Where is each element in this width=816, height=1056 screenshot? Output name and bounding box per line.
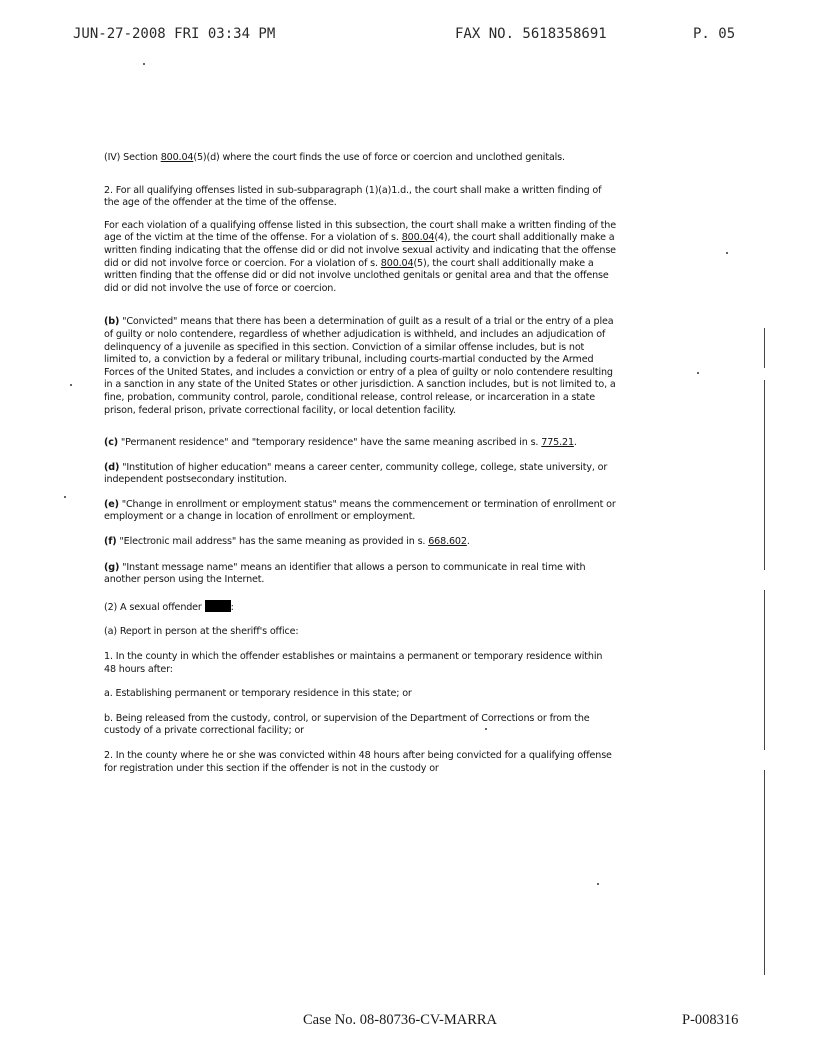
fax-date-time: JUN-27-2008 FRI 03:34 PM — [73, 26, 276, 42]
paragraph-g-instant-message: (g) "Instant message name" means an identifier that allows a person to communicate in real time with another person using the Internet. — [104, 561, 586, 586]
statute-link-800-04[interactable]: 800.04 — [160, 152, 194, 163]
scan-speck — [485, 728, 487, 730]
scan-margin-line — [764, 380, 765, 570]
scan-speck — [143, 63, 145, 65]
statute-text — [104, 152, 616, 775]
statute-link-775-21[interactable]: 775.21 — [541, 437, 574, 449]
paragraph-c-residence: (c) "Permanent residence" and "temporary residence" have the same meaning ascribed in s. 775.21. — [104, 437, 577, 449]
paragraph-2a-1-county: 1. In the county in which the offender establishes or maintains a permanent or temporary residence within 48 hours after: — [104, 651, 603, 675]
scan-speck — [64, 496, 66, 498]
paragraph-d-higher-education: (d) "Institution of higher education" means a career center, community college, college, state university, or independent postsecondary institution. — [104, 461, 608, 486]
redaction-box — [205, 600, 231, 612]
scan-margin-line — [764, 590, 765, 750]
scan-speck — [697, 372, 699, 374]
paragraph-2-age-finding: 2. For all qualifying offenses listed in sub-subparagraph (1)(a)1.d., the court shall make a written finding of the age of the offender at the time of the offense. — [104, 184, 602, 209]
statute-link-800-04[interactable]: 800.04 — [401, 232, 435, 244]
scan-speck — [70, 384, 72, 386]
scan-speck — [726, 252, 728, 254]
fax-header — [0, 26, 816, 46]
scan-margin-line — [764, 328, 765, 368]
fax-number: FAX NO. 5618358691 — [455, 26, 607, 42]
paragraph-2a-1-b: b. Being released from the custody, control, or supervision of the Department of Corrections or from the custody of a private correctional facility; or — [104, 712, 590, 737]
footer-case-number: Case No. 08-80736-CV-MARRA — [303, 1012, 498, 1028]
paragraph-e-enrollment-status: (e) "Change in enrollment or employment status" means the commencement or termination of enrollment or employment or a change in location of enrollment or employment. — [104, 498, 616, 523]
scan-margin-line — [764, 770, 765, 975]
paragraph-2-sexual-offender: (2) A sexual offender : — [104, 601, 234, 613]
paragraph-2a-1-a: a. Establishing permanent or temporary residence in this state; or — [104, 688, 412, 700]
statute-link-800-04[interactable]: 800.04 — [380, 257, 414, 269]
paragraph-b-convicted: (b) "Convicted" means that there has been a determination of guilt as a result of a trial or the entry of a plea of guilty or nolo contendere, regardless of whether adjudication is withheld, and includes an adjudication of delinquency of a juvenile as specified in this section. Conviction of a similar offense includes, but is not limited to, a conviction by a federal or military tribunal, including courts-martial conducted by the Armed Forces of the United States, and includes a conviction or entry of a plea of guilty or nolo contendere resulting in a sanction in any state of the United States or other jurisdiction. A sanction includes, but is not limited to, a fine, probation, community control, parole, conditional release, control release, or incarceration in a state prison, federal prison, private correctional facility, or local detention facility. — [104, 316, 616, 416]
paragraph-f-email: (f) "Electronic mail address" has the same meaning as provided in s. 668.602. — [104, 536, 470, 548]
footer-bates-id: P-008316 — [682, 1012, 739, 1028]
paragraph-victim-age: For each violation of a qualifying offense listed in this subsection, the court shall make a written finding of the age of the victim at the time of the offense. For a violation of s. 800.04(4), the court shall additionally make a written finding indicating that the offense did or did not involve sexual activity and indicating that the offense did or did not involve force or coercion. For a violation of s. 800.04(5), the court shall additionally make a written finding that the offense did or did not involve unclothed genitals or genital area and that the offense did or did not involve the use of force or coercion. — [104, 219, 616, 294]
paragraph-2a-report: (a) Report in person at the sheriff's office: — [104, 626, 299, 638]
paragraph-iv: (IV) Section 800.04(5)(d) where the court finds the use of force or coercion and unclothed genitals. — [104, 152, 565, 163]
scan-speck — [597, 883, 599, 885]
statute-link-668-602[interactable]: 668.602 — [428, 536, 467, 548]
fax-page-number: P. 05 — [693, 26, 736, 42]
paragraph-2a-2: 2. In the county where he or she was convicted within 48 hours after being convicted for a qualifying offense for registration under this section if the offender is not in the custody or — [104, 750, 612, 774]
